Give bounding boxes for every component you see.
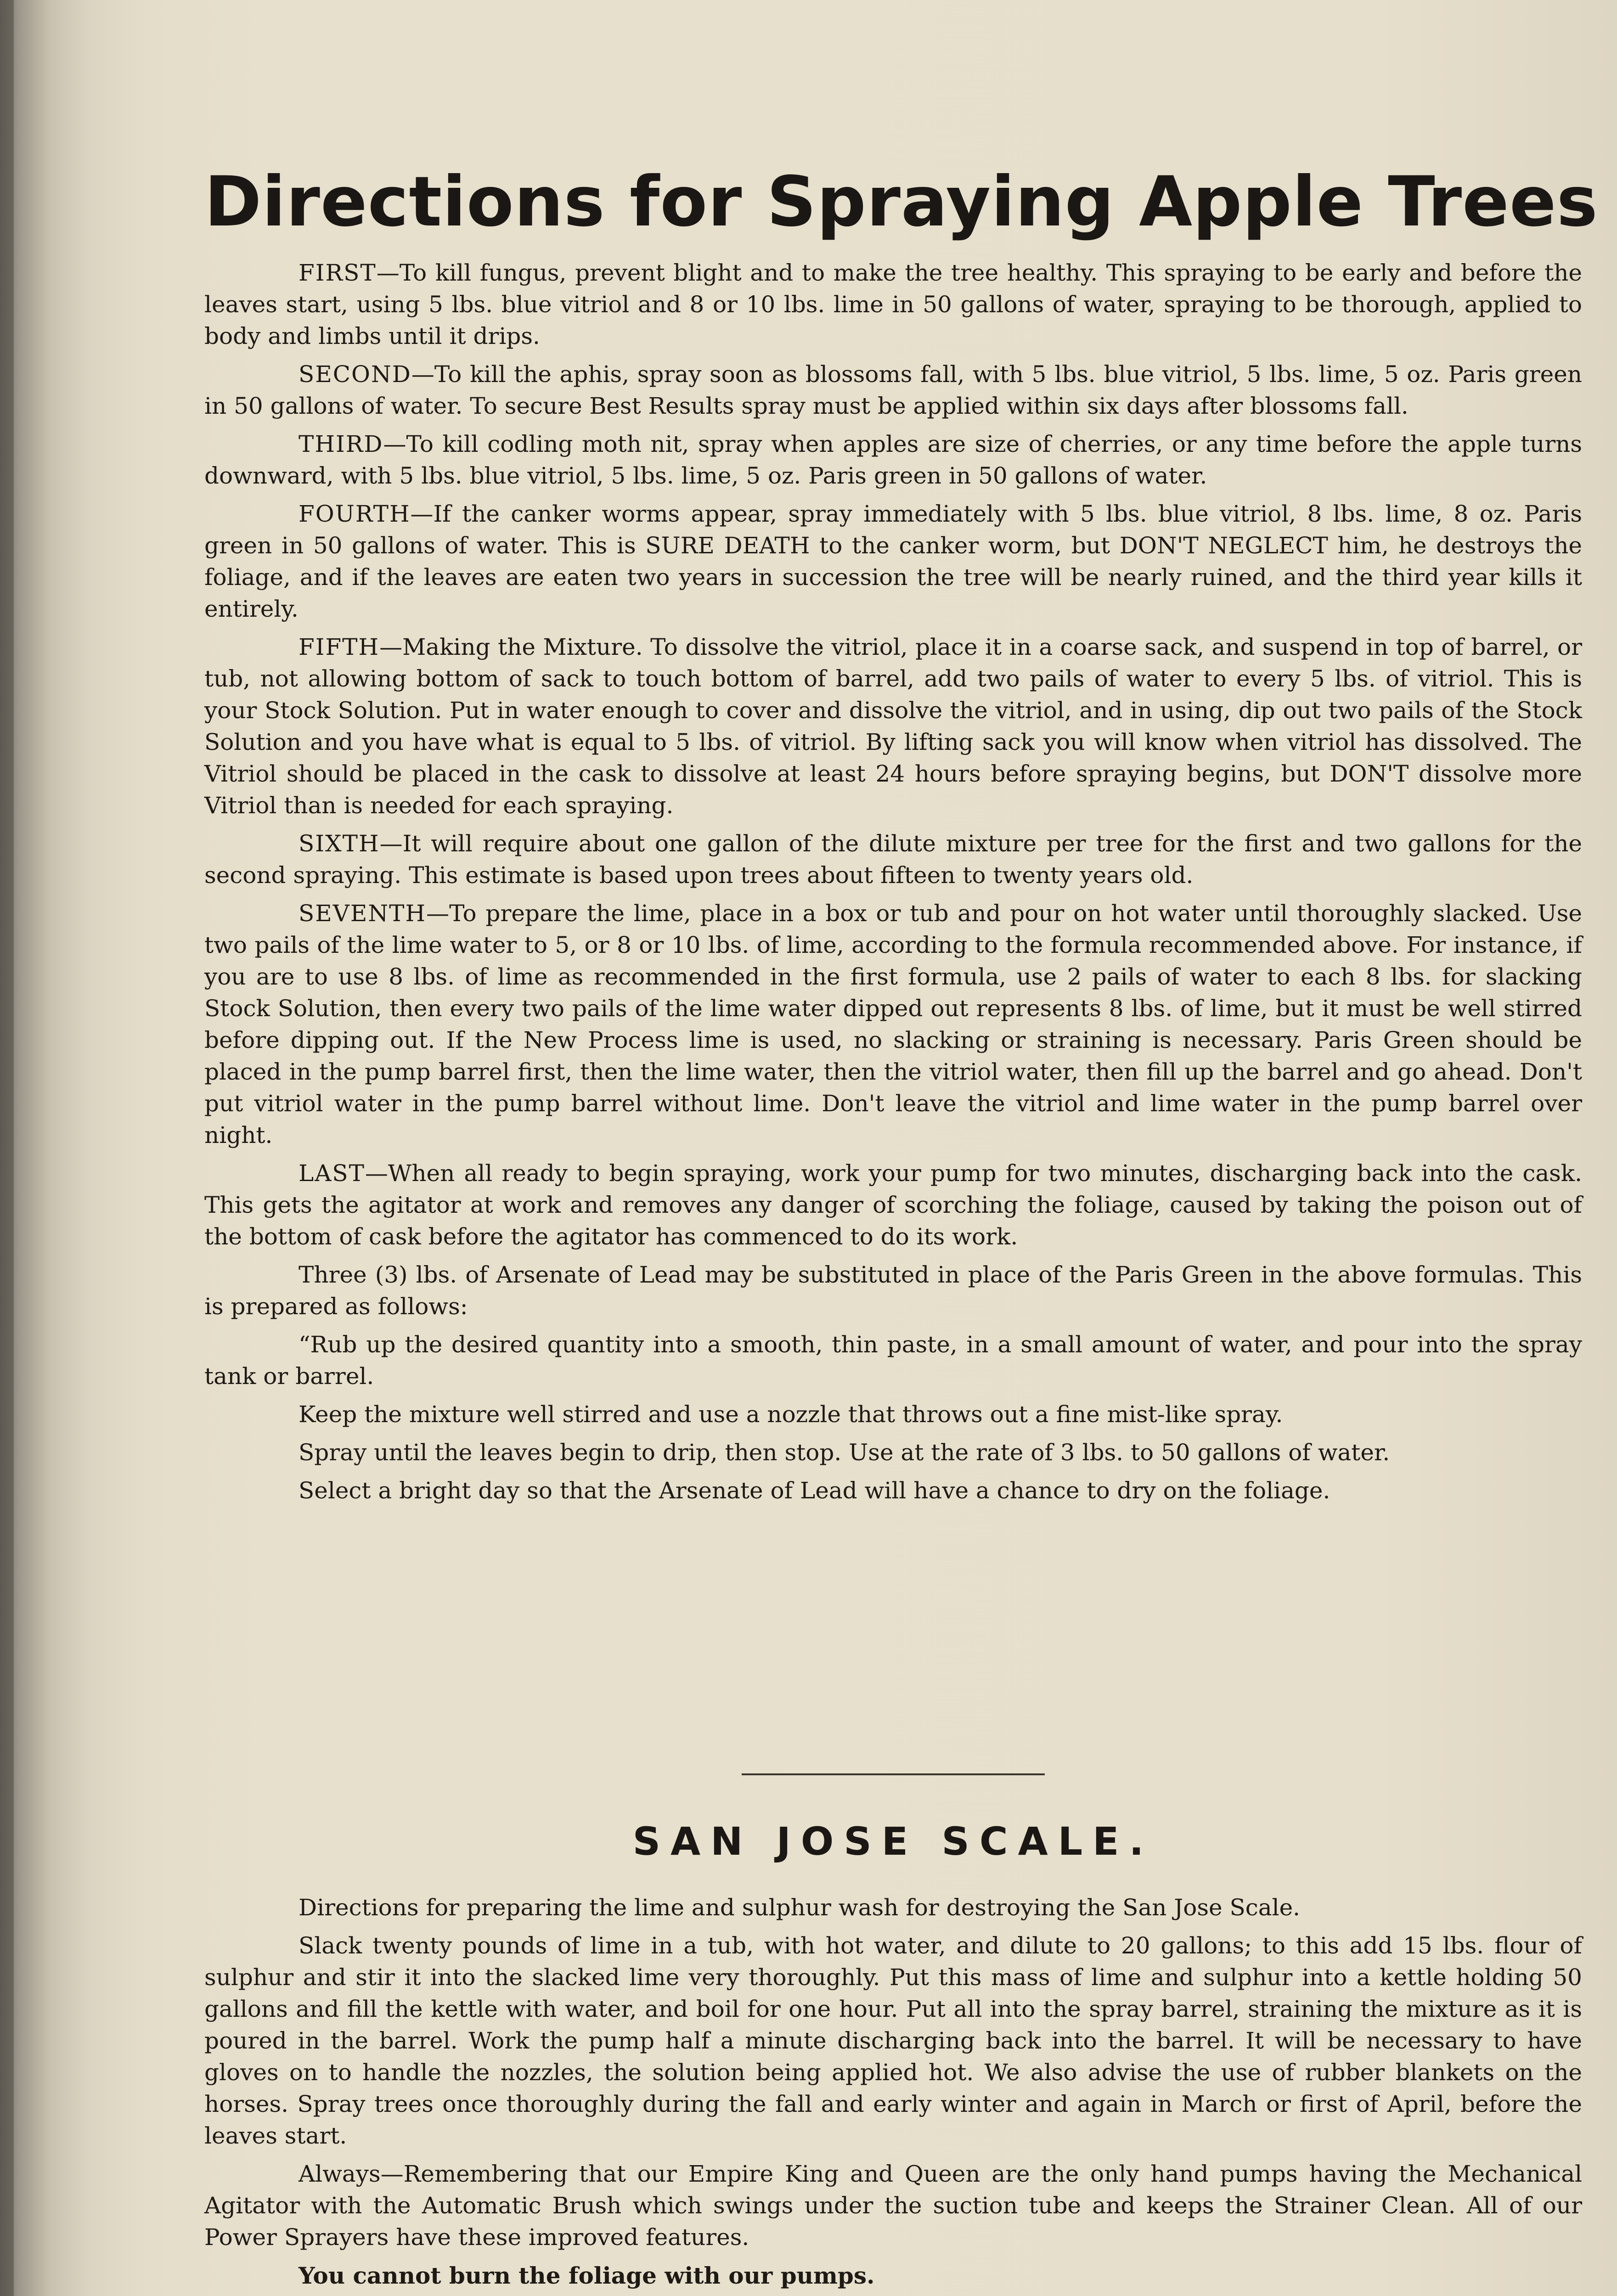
paragraph-lead: LAST — [299, 1160, 365, 1187]
paragraph-always: Always—Remembering that our Empire King and Queen are the only hand pumps having the Mechanical Agitator with the Automatic Brush which swings under the suction tube and keeps the Strainer Clean. All of our Power Sprayers have these improved features. — [204, 2161, 1582, 2251]
paragraph-scale-method: Slack twenty pounds of lime in a tub, with hot water, and dilute to 20 gallons; to this add 15 lbs. flour of sulphur and stir it into the slacked lime very thoroughly. Put this mass of lime and sulphur into a kettle holding 50 gallons and fill the kettle with water, and boil for one hour. Put all into the spray barrel, straining the mixture as it is poured in the barrel. Work the pump half a minute discharging back into the barrel. It will be necessary to have gloves on to handle the nozzles, the solution being applied hot. We also advise the use of rubber blankets on the horses. Spray trees once thoroughly during the fall and early winter and again in March or first of April, before the leaves start. — [204, 1932, 1582, 2149]
paragraph-first — [204, 257, 1582, 352]
paragraph-text: Keep the mixture well stirred and use a nozzle that throws out a fine mist-like spray. — [299, 1401, 1283, 1428]
paragraph-keep-stirred — [204, 1399, 1582, 1430]
spine-shadow — [0, 0, 14, 2296]
paragraph-scale-intro: Directions for preparing the lime and sulphur wash for destroying the San Jose Scale. — [299, 1894, 1301, 1921]
paragraph-lead: FOURTH — [299, 501, 411, 527]
paragraph-text: —To prepare the lime, place in a box or tub and pour on hot water until thoroughly slacked. Use two pails of the lime water to 5, or 8 or 10 lbs. of lime, according to the formula recommended above. For instance, if you are to use 8 lbs. of lime as recommended in the first formula, use 2 pails of water to each 8 lbs. for slacking Stock Solution, then every two pails of the lime water dipped out represents 8 lbs. of lime, but it must be well stirred before dipping out. If the New Process lime is used, no slacking or straining is necessary. Paris Green should be placed in the pump barrel first, then the lime water, then the vitriol water, then fill up the barrel and go ahead. Don't put vitriol water in the pump barrel without lime. Don't leave the vitriol and lime water in the pump barrel over night. — [204, 900, 1582, 1148]
paragraph-fifth — [204, 631, 1582, 822]
paragraph-fourth — [204, 498, 1582, 625]
paragraph-text: Three (3) lbs. of Arsenate of Lead may be substituted in place of the Paris Green in the above formulas. This is prepared as follows: — [204, 1261, 1582, 1320]
paragraph-text: Spray until the leaves begin to drip, then stop. Use at the rate of 3 lbs. to 50 gallons of water. — [299, 1439, 1390, 1466]
apple-spraying-directions — [204, 257, 1582, 1513]
paragraph-text: —It will require about one gallon of the dilute mixture per tree for the first and two gallons for the second spraying. This estimate is based upon trees about fifteen to twenty years old. — [204, 830, 1582, 889]
section-divider — [742, 1773, 1045, 1775]
paragraph-last — [204, 1158, 1582, 1253]
paragraph-text: —When all ready to begin spraying, work your pump for two minutes, discharging back into the cask. This gets the agitator at work and removes any danger of scorching the foliage, caused by taking the poison out of the bottom of cask before the agitator has commenced to do its work. — [204, 1160, 1582, 1250]
paragraph-text: —If the canker worms appear, spray immediately with 5 lbs. blue vitriol, 8 lbs. lime, 8 oz. Paris green in 50 gallons of water. This is SURE DEATH to the canker worm, but DON'T NEGLECT him, he destroys the foliage, and if the leaves are eaten two years in succession the tree will be nearly ruined, and the third year kills it entirely. — [204, 501, 1582, 622]
paragraph-text: “Rub up the desired quantity into a smooth, thin paste, in a small amount of water, and pour into the spray tank or barrel. — [204, 1331, 1582, 1390]
paragraph-lead: SIXTH — [299, 830, 380, 857]
page-content — [204, 0, 1598, 2296]
paragraph-text: —To kill fungus, prevent blight and to make the tree healthy. This spraying to be early and before the leaves start, using 5 lbs. blue vitriol and 8 or 10 lbs. lime in 50 gallons of water, spraying to be thorough, applied to body and limbs until it drips. — [204, 259, 1582, 349]
section-title-san-jose-scale: SAN JOSE SCALE. — [632, 1819, 1154, 1864]
paragraph-second — [204, 359, 1582, 422]
paragraph-text: —To kill the aphis, spray soon as blossoms fall, with 5 lbs. blue vitriol, 5 lbs. lime, 5 oz. Paris green in 50 gallons of water. To secure Best Results spray must be applied within six days after blossoms fall. — [204, 361, 1582, 419]
san-jose-scale-directions — [204, 1892, 1582, 2291]
paragraph-lead: THIRD — [299, 431, 383, 457]
paragraph-sixth — [204, 828, 1582, 891]
paragraph-bright-day — [204, 1475, 1582, 1507]
closing-line: You cannot burn the foliage with our pumps. — [299, 2262, 875, 2289]
paragraph-arsenate-substitute — [204, 1259, 1582, 1322]
paragraph-rub-up — [204, 1329, 1582, 1392]
paragraph-third — [204, 428, 1582, 492]
paragraph-lead: SEVENTH — [299, 900, 427, 927]
paragraph-seventh — [204, 898, 1582, 1151]
paragraph-spray-until-drip — [204, 1437, 1582, 1469]
paragraph-lead: FIFTH — [299, 634, 380, 660]
paragraph-text: —To kill codling moth nit, spray when apples are size of cherries, or any time before the apple turns downward, with 5 lbs. blue vitriol, 5 lbs. lime, 5 oz. Paris green in 50 gallons of water. — [204, 431, 1582, 489]
paragraph-lead: FIRST — [299, 259, 377, 286]
paragraph-text: —Making the Mixture. To dissolve the vitriol, place it in a coarse sack, and suspend in top of barrel, or tub, not allowing bottom of sack to touch bottom of barrel, add two pails of water to every 5 lbs. of vitriol. This is your Stock Solution. Put in water enough to cover and dissolve the vitriol, and in using, dip out two pails of the Stock Solution and you have what is equal to 5 lbs. of vitriol. By lifting sack you will know when vitriol has dissolved. The Vitriol should be placed in the cask to dissolve at least 24 hours before spraying begins, but DON'T dissolve more Vitriol than is needed for each spraying. — [204, 634, 1582, 819]
paragraph-text: Select a bright day so that the Arsenate of Lead will have a chance to dry on the foliage. — [299, 1477, 1330, 1504]
page-title: Directions for Spraying Apple Trees — [204, 162, 1598, 242]
paragraph-lead: SECOND — [299, 361, 411, 388]
